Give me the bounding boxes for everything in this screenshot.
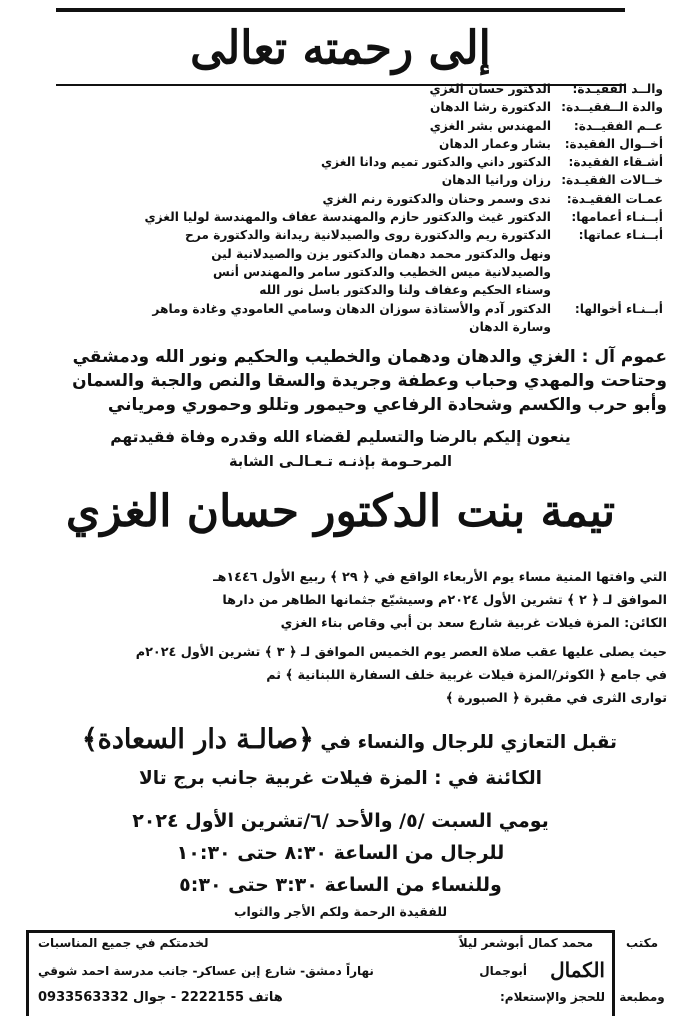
condolence-intro: تقبل التعازي للرجال والنساء في — [320, 732, 617, 753]
family-value: الدكتور حسان الغزي — [429, 82, 551, 96]
condolence-intro-line — [14, 724, 617, 755]
family-row — [34, 245, 663, 263]
details-line: التي وافتها المنية مساء يوم الأربعاء الواقع في ﴿ ٢٩ ﴾ ربيع الأول ١٤٤٦هـ — [213, 570, 667, 585]
family-row — [34, 80, 663, 98]
family-row — [34, 135, 663, 153]
family-row — [34, 98, 663, 116]
family-value: رزان ورانيا الدهان — [441, 173, 551, 188]
family-label: أبــنـاء أخوالها: — [574, 301, 663, 316]
family-label: عــم الفقيــدة: — [573, 118, 663, 133]
family-row — [34, 281, 663, 299]
footer-brand: الكمال — [550, 958, 605, 982]
family-value: الدكتور غيث والدكتور حازم والمهندسة عفاف والمهندسة لوليا الغزي — [144, 210, 551, 225]
family-label — [551, 263, 663, 281]
details-line: حيث يصلى عليها عقب صلاة العصر يوم الخميس الموافق لـ ﴿ ٣ ﴾ تشرين الأول ٢٠٢٤م — [135, 645, 667, 660]
family-row — [34, 153, 663, 171]
family-label — [551, 245, 663, 263]
family-row — [34, 117, 663, 135]
footer-names: محمد كمال أبوشعر ليلاً — [458, 936, 593, 950]
header-title: إلى رحمته تعالى — [190, 21, 491, 75]
family-value: الدكتورة رشا الدهان — [430, 100, 551, 115]
family-value: الدكتور آدم والأستاذة سوزان الدهان وسامي العامودي وغادة وماهر — [152, 301, 551, 316]
footer-service: لخدمتكم في جميع المناسبات — [38, 936, 209, 950]
details-line: في جامع ﴿ الكوثر/المزة فيلات غربية خلف السفارة اللبنانية ﴾ ثم — [266, 668, 667, 683]
family-row — [34, 208, 663, 226]
family-label: أشـقاء الفقيدة: — [568, 155, 663, 170]
family-value: والصيدلانية ميس الخطيب والدكتور سامر والمهندس أنس — [212, 264, 551, 279]
family-row — [34, 190, 663, 208]
family-label: خــالات الفقيـدة: — [561, 173, 663, 188]
footer-address: نهاراً دمشق- شارع إبن عساكر- جانب مدرسة احمد شوقي — [38, 964, 374, 978]
deceased-name: تيمة بنت الدكتور حسان الغزي — [65, 486, 616, 537]
general-relatives-line: وحتاحت والمهدي وحباب وعطفة وجريدة والسقا والنص والجبة والسمان — [72, 371, 667, 391]
condolence-location: الكائنة في : المزة فيلات غربية جانب برج تالا — [138, 768, 543, 789]
family-value: وسارة الدهان — [469, 319, 551, 334]
family-label: والــد الفقيـدة: — [572, 82, 663, 96]
family-label: عمـات الفقيـدة: — [566, 191, 663, 206]
family-label: أبــنـاء أعمامها: — [571, 210, 663, 225]
family-value: المهندس بشر الغزي — [429, 118, 551, 133]
footer-phone: هاتف 2222155 - جوال 0933563332 — [38, 990, 283, 1005]
footer-side-bottom: ومطبعة — [619, 990, 665, 1004]
family-row — [34, 263, 663, 281]
family-label — [551, 318, 663, 336]
family-row — [34, 226, 663, 244]
header-banner — [56, 8, 625, 86]
family-row — [34, 171, 663, 189]
details-line: الموافق لـ ﴿ ٢ ﴾ تشرين الأول ٢٠٢٤م وسيشيّع جثمانها الطاهر من دارها — [222, 593, 667, 608]
details-line: توارى الثرى في مقبرة ﴿ الصبورة ﴾ — [445, 691, 667, 706]
family-value: وسناء الحكيم وعفاف ولنا والدكتور باسل نور الله — [259, 283, 551, 298]
family-value: ندى وسمر وحنان والدكتورة رنم الغزي — [322, 191, 551, 206]
condolence-hall: ﴿صالـة دار السعادة﴾ — [81, 724, 314, 755]
footer-ad — [26, 924, 669, 1016]
footer-brand-sub: أبوجمال — [479, 964, 527, 978]
general-relatives-line: وأبو حرب والكسم وشحادة الرفاعي وحيمور وتللو وحموري ومرياني — [107, 395, 667, 415]
footer-side-top: مكتب — [625, 936, 658, 950]
family-value: الدكتور داني والدكتور تميم ودانا الغزي — [321, 155, 551, 170]
family-value: بشار وعمار الدهان — [439, 136, 551, 151]
announcement-text: ينعون إليكم بالرضا والتسليم لقضاء الله وقدره وفاة فقيدتهم — [110, 428, 571, 446]
general-relatives-line: عموم آل : الغزي والدهان ودهمان والخطيب والحكيم ونور الله ودمشقي — [72, 347, 667, 367]
family-row — [34, 300, 663, 318]
family-label: أخــوال الفقيدة: — [564, 136, 663, 151]
family-row — [34, 318, 663, 336]
condolence-women-hours: وللنساء من الساعة ٣:٣٠ حتى ٥:٣٠ — [179, 874, 502, 896]
family-list — [34, 80, 663, 336]
deceased-subtitle: المرحـومة بإذنـه تـعـالـى الشابة — [228, 454, 452, 470]
details-line: الكائن: المزة فيلات غربية شارع سعد بن أبي وقاص بناء الغزي — [280, 616, 667, 631]
condolence-men-hours: للرجال من الساعة ٨:٣٠ حتى ١٠:٣٠ — [176, 842, 505, 864]
family-label: أبــنـاء عماتها: — [578, 228, 663, 243]
family-label: والدة الــفقيــدة: — [561, 100, 663, 115]
family-value: الدكتورة ريم والدكتورة روى والصيدلانية ريدانة والدكتورة مرح — [185, 228, 551, 243]
family-label — [551, 281, 663, 299]
family-value: ونهل والدكتور محمد دهمان والدكتور يزن والصيدلانية لين — [211, 246, 551, 261]
closing-text: للفقيدة الرحمة ولكم الأجر والثواب — [233, 904, 448, 919]
condolence-days: يومي السبت /٥/ والأحد /٦/تشرين الأول ٢٠٢٤ — [132, 810, 549, 832]
footer-contact-label: للحجز والإستعلام: — [499, 990, 605, 1004]
